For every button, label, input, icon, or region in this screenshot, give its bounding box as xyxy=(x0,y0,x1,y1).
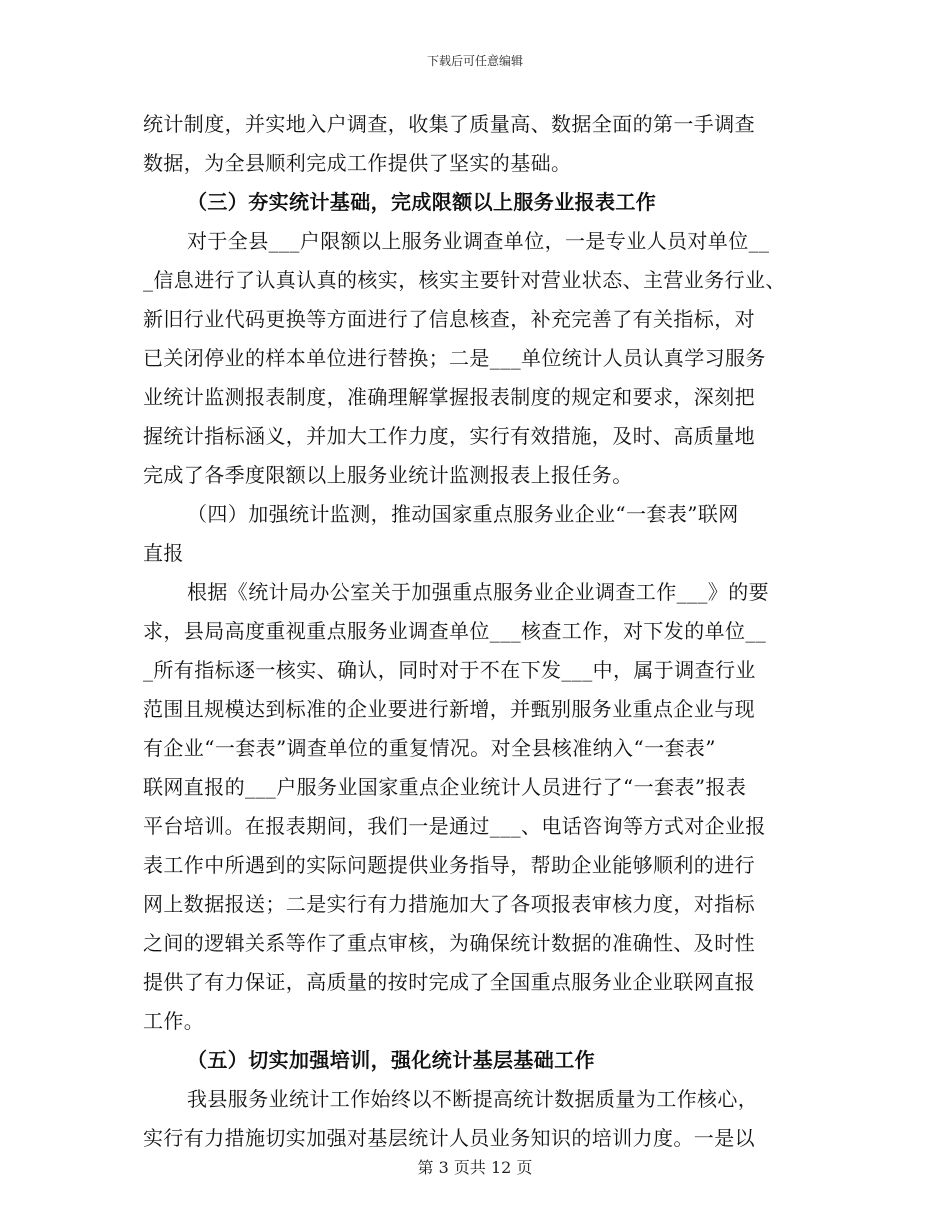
text-line: 之间的逻辑关系等作了重点审核，为确保统计数据的准确性、及时性 xyxy=(143,931,755,955)
section-heading: （五）切实加强培训，强化统计基层基础工作 xyxy=(187,1048,595,1072)
text-line: 网上数据报送；二是实行有力措施加大了各项报表审核力度，对指标 xyxy=(143,892,755,916)
page-header: 下载后可任意编辑 xyxy=(426,54,523,68)
text-line: 提供了有力保证，高质量的按时完成了全国重点服务业企业联网直报 xyxy=(143,970,755,994)
text-line: 已关闭停业的样本单位进行替换；二是___单位统计人员认真学习服务 xyxy=(143,346,766,370)
text-line: 完成了各季度限额以上服务业统计监测报表上报任务。 xyxy=(143,463,633,487)
text-line: 业统计监测报表制度，准确理解掌握报表制度的规定和要求，深刻把 xyxy=(143,385,755,409)
text-line: 我县服务业统计工作始终以不断提高统计数据质量为工作核心， xyxy=(187,1087,759,1111)
text-line: 统计制度，并实地入户调查，收集了质量高、数据全面的第一手调查 xyxy=(143,112,755,136)
text-line: 工作。 xyxy=(143,1009,205,1033)
text-line: _所有指标逐一核实、确认，同时对于不在下发___中，属于调查行业 xyxy=(143,658,756,682)
page-number: 第 3 页共 12 页 xyxy=(417,1158,533,1177)
text-line: （四）加强统计监测，推动国家重点服务业企业“一套表”联网 xyxy=(187,502,739,526)
text-line: 新旧行业代码更换等方面进行了信息核查，补充完善了有关指标，对 xyxy=(143,307,755,331)
text-line: _信息进行了认真认真的核实，核实主要针对营业状态、主营业务行业、 xyxy=(143,268,786,292)
text-line: 数据，为全县顺利完成工作提供了坚实的基础。 xyxy=(143,151,572,175)
text-line: 联网直报的___户服务业国家重点企业统计人员进行了“一套表”报表 xyxy=(143,775,747,799)
text-line: 实行有力措施切实加强对基层统计人员业务知识的培训力度。一是以 xyxy=(143,1126,755,1150)
text-line: 握统计指标涵义，并加大工作力度，实行有效措施，及时、高质量地 xyxy=(143,424,755,448)
text-line: 根据《统计局办公室关于加强重点服务业企业调查工作___》的要 xyxy=(187,580,769,604)
text-line: 有企业“一套表”调查单位的重复情况。对全县核准纳入“一套表” xyxy=(143,736,716,760)
text-line: 对于全县___户限额以上服务业调查单位，一是专业人员对单位__ xyxy=(187,229,770,253)
document-body xyxy=(143,105,815,1158)
text-line: 求，县局高度重视重点服务业调查单位___核查工作，对下发的单位__ xyxy=(143,619,767,643)
text-line: 平台培训。在报表期间，我们一是通过___、电话咨询等方式对企业报 xyxy=(143,814,766,838)
text-line: 范围且规模达到标准的企业要进行新增，并甄别服务业重点企业与现 xyxy=(143,697,755,721)
text-line: 直报 xyxy=(143,541,184,565)
text-line: 表工作中所遇到的实际问题提供业务指导，帮助企业能够顺利的进行 xyxy=(143,853,755,877)
section-heading: （三）夯实统计基础，完成限额以上服务业报表工作 xyxy=(187,190,657,214)
